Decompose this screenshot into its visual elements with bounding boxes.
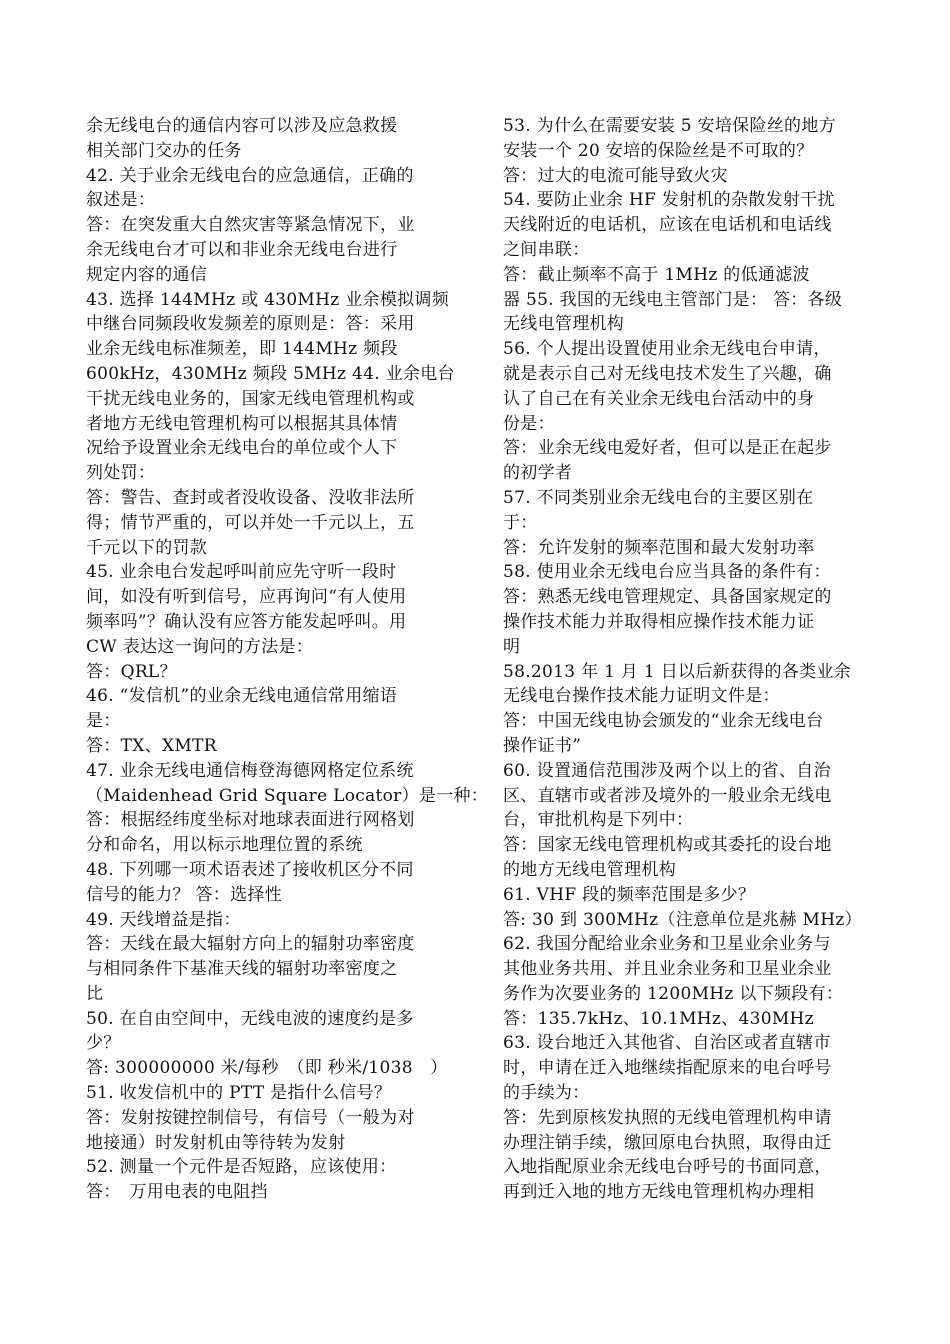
left-column-text-line: 干扰无线电业务的，国家无线电管理机构或 bbox=[86, 388, 415, 409]
right-column-text-line: 答：截止频率不高于 1MHz 的低通滤波 bbox=[503, 264, 810, 285]
right-column-text-line: 58. 使用业余无线电台应当具备的条件有： bbox=[503, 562, 831, 583]
left-column-text-line: 答：在突发重大自然灾害等紧急情况下，业 bbox=[86, 215, 415, 236]
right-column-text-line: 安装一个 20 安培的保险丝是不可取的？ bbox=[503, 140, 814, 161]
right-column-text-line: 63. 设台地迁入其他省、自治区或者直辖市 bbox=[503, 1033, 831, 1054]
left-column-text-line: 列处罚： bbox=[86, 463, 156, 484]
right-column-text-line: 务作为次要业务的 1200MHz 以下频段有： bbox=[503, 983, 844, 1004]
right-column-text-line: 答：中国无线电协会颁发的“业余无线电台 bbox=[503, 711, 824, 732]
right-column-text-line: 天线附近的电话机，应该在电话机和电话线 bbox=[503, 215, 832, 236]
left-column-text-line: 51. 收发信机中的 PTT 是指什么信号？ bbox=[86, 1083, 392, 1104]
right-column-text-line: 54. 要防止业余 HF 发射机的杂散发射干扰 bbox=[503, 190, 835, 211]
left-column-text-line: 余无线电台才可以和非业余无线电台进行 bbox=[86, 239, 398, 260]
left-column-text-line: 600kHz，430MHz 频段 5MHz 44. 业余电台 bbox=[86, 363, 455, 384]
left-column-text-line: 答：警告、查封或者没收设备、没收非法所 bbox=[86, 487, 415, 508]
left-column-text-line: 48. 下列哪一项术语表述了接收机区分不同 bbox=[86, 859, 414, 880]
right-column-text-line: 其他业务共用、并且业余业务和卫星业余业 bbox=[503, 959, 832, 980]
right-column-text-line: 61. VHF 段的频率范围是多少？ bbox=[503, 884, 756, 905]
right-column-text-line: 答: 30 到 300MHz（注意单位是兆赫 MHz） bbox=[503, 909, 862, 930]
left-column-text-line: 频率吗”？确认没有应答方能发起呼叫。用 bbox=[86, 611, 407, 632]
left-column-text-line: 业余无线电标准频差，即 144MHz 频段 bbox=[86, 339, 398, 360]
left-column-text-line: 分和命名，用以标示地理位置的系统 bbox=[86, 835, 363, 856]
left-column-text-line: 答：TX、XMTR bbox=[86, 735, 217, 756]
right-column-text-line: 62. 我国分配给业余业务和卫星业余业务与 bbox=[503, 934, 831, 955]
left-column-text-line: 况给予设置业余无线电台的单位或个人下 bbox=[86, 438, 398, 459]
right-column-text-line: 再到迁入地的地方无线电管理机构办理相 bbox=[503, 1182, 815, 1203]
left-column-text-line: 中继台同频段收发频差的原则是：答：采用 bbox=[86, 314, 415, 335]
right-column-text-line: 的手续为： bbox=[503, 1083, 590, 1104]
left-column-text-line: 50. 在自由空间中，无线电波的速度约是多 bbox=[86, 1008, 414, 1029]
left-column-text-line: 地接通）时发射机由等待转为发射 bbox=[86, 1132, 346, 1153]
right-column-text-line: 无线电台操作技术能力证明文件是： bbox=[503, 686, 780, 707]
left-column-text-line: 信号的能力？ 答：选择性 bbox=[86, 884, 283, 905]
right-column-text-line: 办理注销手续，缴回原电台执照，取得由迁 bbox=[503, 1132, 832, 1153]
left-column-text-line: 得；情节严重的，可以并处一千元以上，五 bbox=[86, 512, 415, 533]
left-column-text-line: 叙述是： bbox=[86, 190, 156, 211]
right-column-text-line: 答：过大的电流可能导致火灾 bbox=[503, 165, 728, 186]
right-column-text-line: 无线电管理机构 bbox=[503, 314, 625, 335]
left-column-text-line: 52. 测量一个元件是否短路，应该使用： bbox=[86, 1157, 397, 1178]
left-column-text-line: 答: 300000000 米/每秒 （即 秒米/1038 ） bbox=[86, 1058, 448, 1079]
left-column-text-line: 间，如没有听到信号，应再询问“有人使用 bbox=[86, 587, 407, 608]
right-column-text-line: 台，审批机构是下列中： bbox=[503, 810, 694, 831]
left-column-text-line: 42. 关于业余无线电台的应急通信，正确的 bbox=[86, 165, 414, 186]
left-column-text-line: 答：QRL？ bbox=[86, 661, 177, 682]
right-column-text-line: 区、直辖市或者涉及境外的一般业余无线电 bbox=[503, 785, 832, 806]
left-column bbox=[86, 114, 489, 1205]
right-column-text-line: 明 bbox=[503, 636, 521, 657]
left-column-text-line: 答：发射按键控制信号，有信号（一般为对 bbox=[86, 1107, 415, 1128]
right-column-text-line: 操作技术能力并取得相应操作技术能力证 bbox=[503, 611, 815, 632]
left-column-text-line: 比 bbox=[86, 983, 104, 1004]
right-column-text-line: 60. 设置通信范围涉及两个以上的省、自治 bbox=[503, 760, 831, 781]
right-column-text-line: 答：业余无线电爱好者，但可以是正在起步 bbox=[503, 438, 832, 459]
left-column-text-line: 答： 万用电表的电阻挡 bbox=[86, 1182, 268, 1203]
left-column-text-line: 43. 选择 144MHz 或 430MHz 业余模拟调频 bbox=[86, 289, 450, 310]
right-column-text-line: 操作证书” bbox=[503, 735, 582, 756]
right-column-text-line: 的地方无线电管理机构 bbox=[503, 859, 676, 880]
left-column-text-line: 是： bbox=[86, 711, 121, 732]
right-column-text-line: 认了自己在有关业余无线电台活动中的身 bbox=[503, 388, 815, 409]
left-column-text-line: 47. 业余无线电通信梅登海德网格定位系统 bbox=[86, 760, 414, 781]
left-column-text-line: 与相同条件下基准天线的辐射功率密度之 bbox=[86, 959, 398, 980]
left-column-text-line: 千元以下的罚款 bbox=[86, 537, 208, 558]
right-column-text-line: 份是： bbox=[503, 413, 555, 434]
left-column-text-line: 规定内容的通信 bbox=[86, 264, 208, 285]
left-column-text-line: 49. 天线增益是指： bbox=[86, 909, 241, 930]
left-column-text-line: （Maidenhead Grid Square Locator）是一种： bbox=[86, 785, 489, 806]
right-column-text-line: 58.2013 年 1 月 1 日以后新获得的各类业余 bbox=[503, 661, 852, 682]
right-column-text-line: 56. 个人提出设置使用业余无线电台申请， bbox=[503, 339, 831, 360]
left-column-text-line: 答：天线在最大辐射方向上的辐射功率密度 bbox=[86, 934, 415, 955]
right-column-text-line: 答：先到原核发执照的无线电管理机构申请 bbox=[503, 1107, 832, 1128]
left-column-text-line: 45. 业余电台发起呼叫前应先守听一段时 bbox=[86, 562, 397, 583]
right-column-text-line: 答：135.7kHz、10.1MHz、430MHz bbox=[503, 1008, 814, 1029]
right-column-text-line: 之间串联： bbox=[503, 239, 590, 260]
left-column-text-line: 答：根据经纬度坐标对地球表面进行网格划 bbox=[86, 810, 415, 831]
right-column-text-line: 时，申请在迁入地继续指配原来的电台呼号 bbox=[503, 1058, 832, 1079]
left-column-text-line: 少？ bbox=[86, 1033, 121, 1054]
right-column-text-line: 57. 不同类别业余无线电台的主要区别在 bbox=[503, 487, 814, 508]
right-column-text-line: 器 55. 我国的无线电主管部门是： 答：各级 bbox=[503, 289, 843, 310]
right-column-text-line: 就是表示自己对无线电技术发生了兴趣，确 bbox=[503, 363, 832, 384]
right-column-text-line: 入地指配原业余无线电台呼号的书面同意， bbox=[503, 1157, 832, 1178]
left-column-text-line: 余无线电台的通信内容可以涉及应急救援 bbox=[86, 116, 398, 136]
left-column-text-line: 相关部门交办的任务 bbox=[86, 140, 242, 161]
right-column-text-line: 答：允许发射的频率范围和最大发射功率 bbox=[503, 537, 815, 558]
left-column-text-line: 46. “发信机”的业余无线电通信常用缩语 bbox=[86, 686, 398, 707]
right-column-text-line: 于： bbox=[503, 512, 538, 533]
right-column-text-line: 的初学者 bbox=[503, 463, 573, 484]
right-column-text-line: 53. 为什么在需要安装 5 安培保险丝的地方 bbox=[503, 116, 836, 136]
right-column bbox=[503, 114, 865, 1205]
right-column-text-line: 答：熟悉无线电管理规定、具备国家规定的 bbox=[503, 587, 832, 608]
left-column-text-line: CW 表达这一询问的方法是： bbox=[86, 636, 314, 657]
left-column-text-line: 者地方无线电管理机构可以根据其具体情 bbox=[86, 413, 398, 434]
right-column-text-line: 答：国家无线电管理机构或其委托的设台地 bbox=[503, 835, 832, 856]
